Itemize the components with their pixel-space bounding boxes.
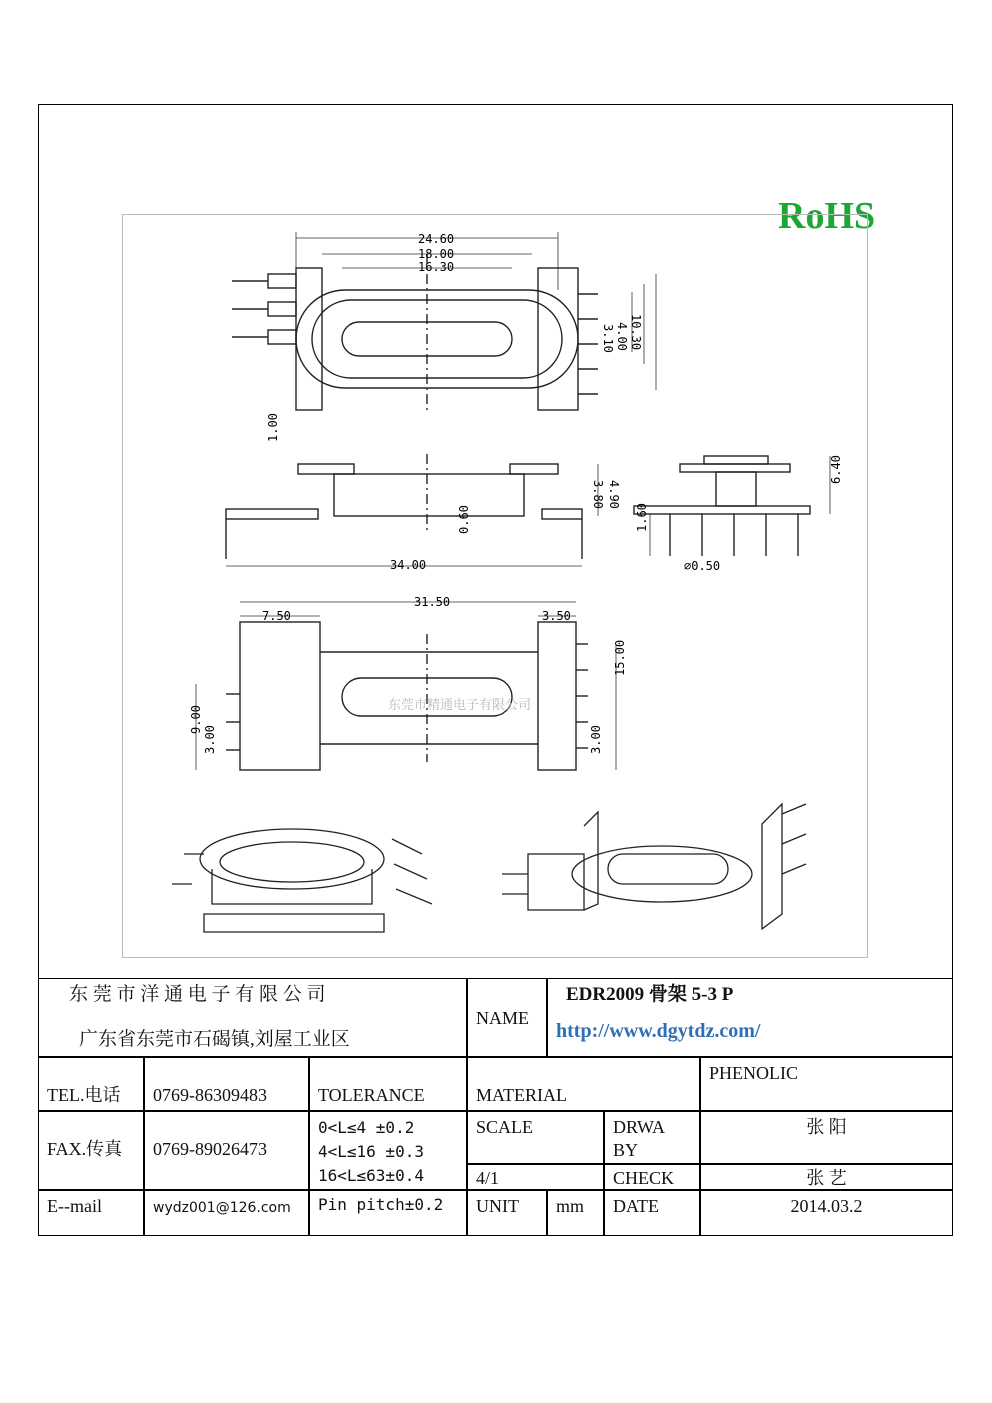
check-label: CHECK bbox=[604, 1164, 700, 1190]
email-label: E--mail bbox=[38, 1190, 144, 1236]
fax-label: FAX.传真 bbox=[38, 1111, 144, 1190]
dim-c: 16.30 bbox=[418, 260, 455, 274]
dim-g1: 1.00 bbox=[266, 413, 280, 442]
tolerance-label: TOLERANCE bbox=[309, 1057, 467, 1111]
tolerance-values bbox=[309, 1111, 467, 1190]
rohs-mark: RoHS bbox=[778, 195, 876, 237]
tol-row-4: Pin pitch±0.2 bbox=[309, 1190, 467, 1236]
tel-value: 0769-86309483 bbox=[144, 1057, 309, 1111]
dim-e: 4.00 bbox=[615, 322, 629, 351]
iso-view-right bbox=[502, 804, 806, 929]
dim-n: 15.00 bbox=[613, 639, 627, 676]
dim-q3: 3.00 bbox=[589, 725, 603, 754]
side-view bbox=[634, 456, 810, 556]
watermark: 东莞市精通电子有限公司 bbox=[388, 698, 532, 713]
dim-p: 0.60 bbox=[457, 505, 471, 534]
technical-drawing bbox=[122, 214, 868, 958]
bottom-view bbox=[226, 622, 588, 770]
drawn-by: 张 阳 bbox=[700, 1111, 953, 1164]
unit-label: UNIT bbox=[467, 1190, 547, 1236]
dim-o: 9.00 bbox=[189, 705, 203, 734]
product-cell bbox=[547, 978, 953, 1057]
drwa-label: DRWA BY bbox=[604, 1111, 700, 1164]
fax-value: 0769-89026473 bbox=[144, 1111, 309, 1190]
top-view bbox=[232, 254, 598, 410]
dim-m: 31.50 bbox=[414, 595, 451, 609]
dim-f: 10.30 bbox=[629, 314, 643, 351]
material-value: PHENOLIC bbox=[700, 1057, 953, 1111]
iso-view-left bbox=[172, 829, 432, 932]
top-dims bbox=[296, 232, 656, 390]
dim-h: 4.90 bbox=[607, 480, 621, 509]
dim-p3: 3.00 bbox=[203, 725, 217, 754]
dim-g: 3.80 bbox=[591, 480, 605, 509]
scale-label: SCALE bbox=[467, 1111, 604, 1164]
company-url[interactable]: http://www.dgytdz.com/ bbox=[556, 1019, 761, 1042]
dim-a: 24.60 bbox=[418, 232, 455, 246]
tel-label: TEL.电话 bbox=[38, 1057, 144, 1111]
dim-d: 3.10 bbox=[601, 324, 615, 353]
tol-row-3: 16<L≤63±0.4 bbox=[318, 1166, 424, 1185]
date-label: DATE bbox=[604, 1190, 700, 1236]
product-name: EDR2009 骨架 5-3 P bbox=[566, 984, 734, 1005]
company-name: 东 莞 市 洋 通 电 子 有 限 公 司 bbox=[69, 984, 326, 1005]
dim-right: 3.50 bbox=[542, 609, 571, 623]
material-label: MATERIAL bbox=[467, 1057, 700, 1111]
front-view bbox=[226, 454, 582, 559]
checked-by: 张 艺 bbox=[700, 1164, 953, 1190]
dim-i: 1.60 bbox=[635, 503, 649, 532]
company-address: 广东省东莞市石碣镇,刘屋工业区 bbox=[79, 1028, 350, 1050]
dim-b: 18.00 bbox=[418, 247, 455, 261]
unit-value: mm bbox=[547, 1190, 604, 1236]
bottom-dims bbox=[196, 602, 616, 770]
email-value[interactable]: wydz001@126.com bbox=[144, 1190, 309, 1236]
dim-l: 34.00 bbox=[390, 558, 427, 572]
title-block bbox=[38, 978, 953, 1236]
tol-row-2: 4<L≤16 ±0.3 bbox=[318, 1142, 424, 1161]
tol-row-1: 0<L≤4 ±0.2 bbox=[318, 1118, 415, 1137]
scale-value: 4/1 bbox=[467, 1164, 604, 1190]
name-label: NAME bbox=[467, 978, 547, 1057]
dim-k: ⌀0.50 bbox=[684, 559, 721, 573]
date-value: 2014.03.2 bbox=[700, 1190, 953, 1236]
dim-j: 6.40 bbox=[829, 455, 843, 484]
company-cell bbox=[38, 978, 467, 1057]
dim-left: 7.50 bbox=[262, 609, 291, 623]
